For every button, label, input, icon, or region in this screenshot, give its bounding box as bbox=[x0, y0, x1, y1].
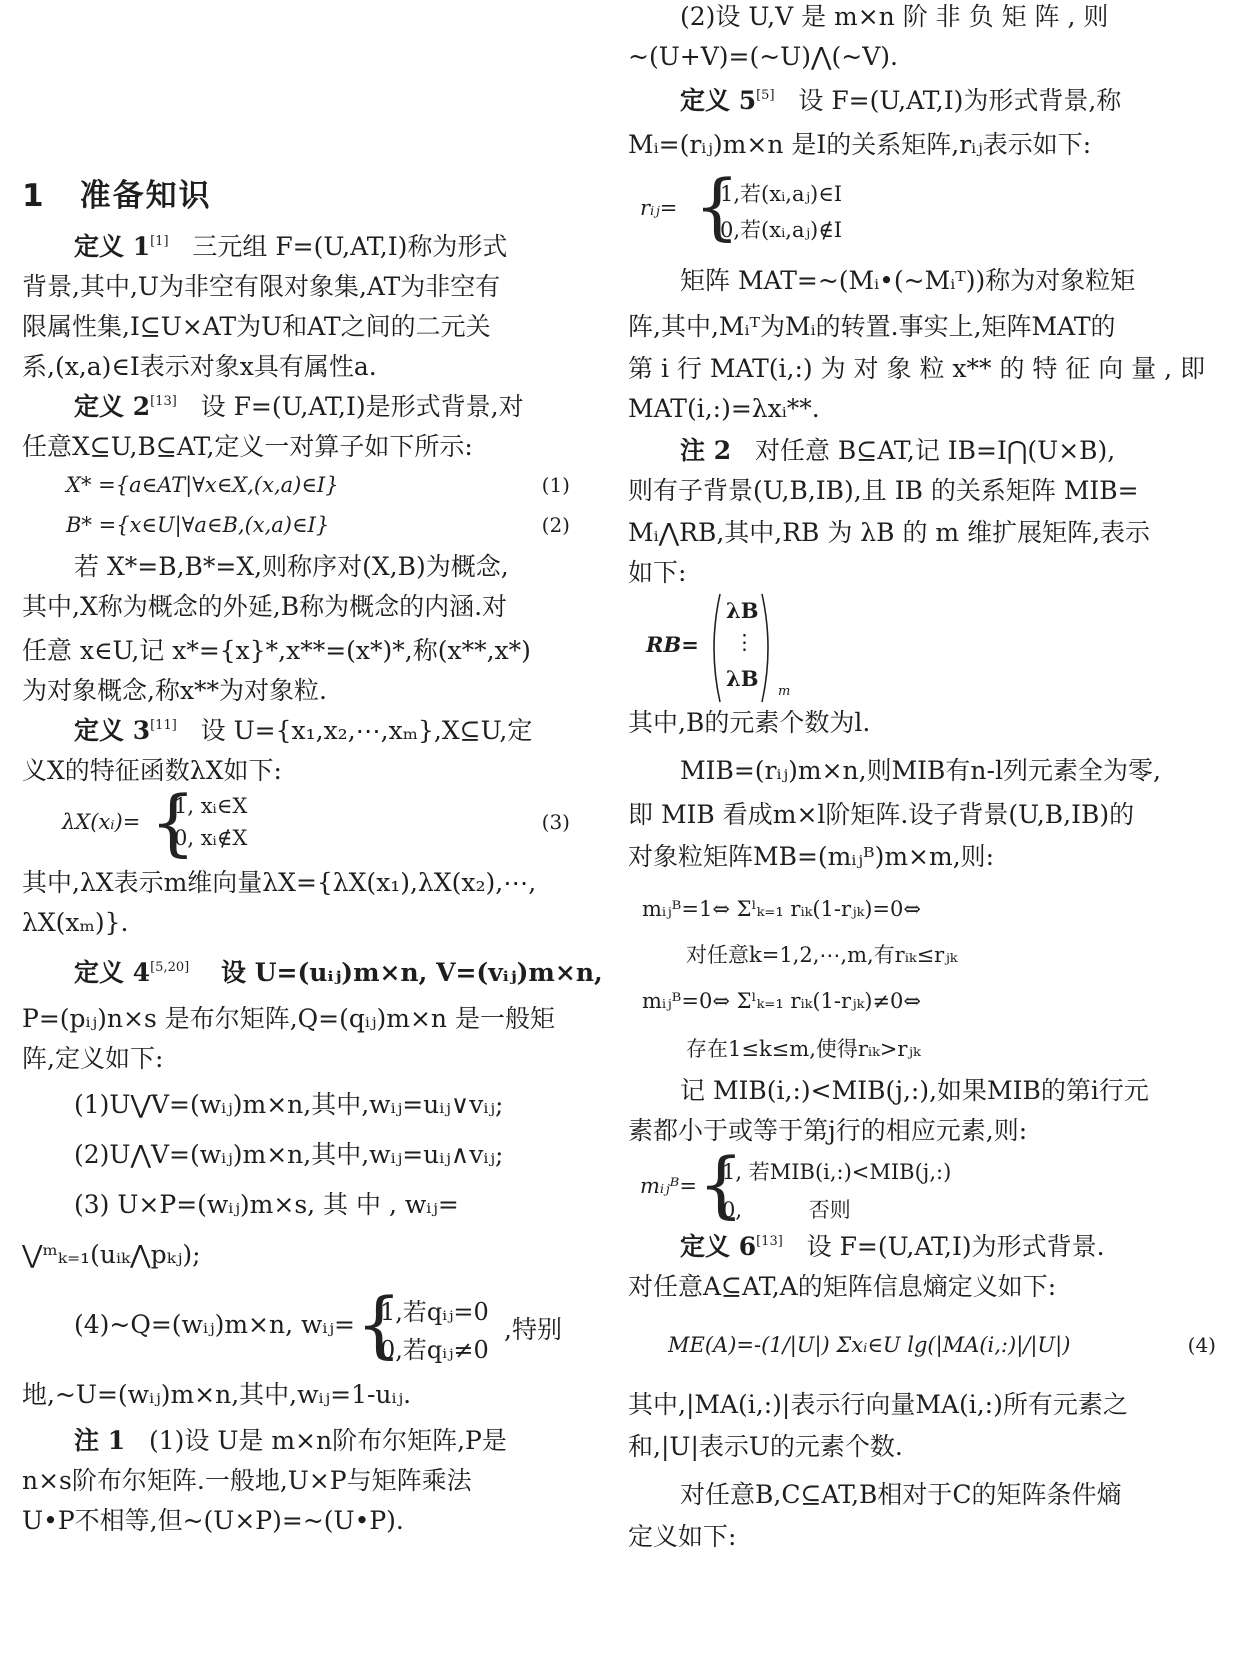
def5-ref: [5] bbox=[756, 88, 775, 103]
def4-text-1: 设 U=(uᵢⱼ)m×n, V=(vᵢⱼ)m×n, bbox=[221, 958, 603, 987]
compare-equation bbox=[640, 1142, 1176, 1226]
def6-label: 定义 6 bbox=[680, 1232, 757, 1261]
def2-label: 定义 2 bbox=[74, 392, 151, 421]
equation-4 bbox=[628, 1330, 1216, 1360]
mib-para-line-2: 即 MIB 看成m×l阶矩阵.设子背景(U,B,IB)的 bbox=[628, 800, 1135, 829]
def4-line-3: 阵,定义如下: bbox=[22, 1044, 164, 1073]
l-count-line: 其中,B的元素个数为l. bbox=[628, 708, 871, 737]
def2-line-1 bbox=[22, 392, 570, 422]
def2-line-2: 任意X⊆U,B⊆AT,定义一对算子如下所示: bbox=[22, 432, 473, 461]
def5-line-2: Mᵢ=(rᵢⱼ)m×n 是I的关系矩阵,rᵢⱼ表示如下: bbox=[628, 130, 1092, 159]
me-para-line-2: 和,|U|表示U的元素个数. bbox=[628, 1432, 903, 1461]
concept-line-4: 为对象概念,称x**为对象粒. bbox=[22, 676, 327, 705]
matrix-para-line-2: 阵,其中,Mᵢᵀ为Mᵢ的转置.事实上,矩阵MAT的 bbox=[628, 312, 1116, 341]
left-column bbox=[22, 0, 603, 1655]
right-column bbox=[628, 0, 1216, 1655]
compare-equation-lhs: mᵢⱼᴮ= bbox=[640, 1174, 698, 1198]
rb-right-paren bbox=[758, 592, 778, 704]
def1-line-4: 系,(x,a)∈I表示对象x具有属性a. bbox=[22, 352, 377, 381]
compare-equation-case-2: 0, 否则 bbox=[722, 1198, 851, 1222]
eq-m1-condition: 对任意k=1,2,⋯,m,有rᵢₖ≤rⱼₖ bbox=[686, 943, 958, 967]
def6-line-2: 对任意A⊆AT,A的矩阵信息熵定义如下: bbox=[628, 1272, 1057, 1301]
def5-equation-lhs: rᵢⱼ= bbox=[640, 196, 678, 220]
note2-line-2: 则有子背景(U,B,IB),且 IB 的关系矩阵 MIB= bbox=[628, 476, 1139, 505]
def4-item-3: (3) U×P=(wᵢⱼ)m×s, 其 中 , wᵢⱼ= bbox=[74, 1190, 459, 1219]
equation-2-text: B* ={x∈U|∀a∈B,(x,a)∈I} bbox=[66, 513, 330, 537]
equation-3 bbox=[62, 780, 570, 864]
equation-3-lhs: λX(xᵢ)= bbox=[62, 810, 141, 834]
rb-subscript: m bbox=[778, 684, 791, 699]
def4-line-1 bbox=[22, 958, 603, 988]
def3-label: 定义 3 bbox=[74, 716, 151, 745]
note2-line-3: Mᵢ⋀RB,其中,RB 为 λB 的 m 维扩展矩阵,表示 bbox=[628, 518, 1151, 547]
def5-label: 定义 5 bbox=[680, 86, 757, 115]
def5-equation bbox=[640, 164, 1176, 250]
def4-item-4 bbox=[74, 1282, 570, 1366]
equation-3-case-1: 1, xᵢ∈X bbox=[174, 794, 248, 818]
note1-text-1: (1)设 U是 m×n阶布尔矩阵,P是 bbox=[148, 1426, 507, 1455]
def1-ref: [1] bbox=[150, 234, 169, 249]
compare-para-line-1: 记 MIB(i,:)<MIB(j,:),如果MIB的第i行元 bbox=[680, 1076, 1149, 1105]
def4-item-4-case-1: 1,若qᵢⱼ=0 bbox=[380, 1298, 489, 1326]
def4-item-4-tail: ,特别 bbox=[504, 1315, 562, 1344]
note2-text-1: 对任意 B⊆AT,记 IB=I⋂(U×B), bbox=[754, 436, 1116, 465]
def1-line-3: 限属性集,I⊆U×AT为U和AT之间的二元关 bbox=[22, 312, 491, 341]
note2-label: 注 2 bbox=[680, 436, 732, 465]
def3-ref: [11] bbox=[150, 718, 177, 733]
rb-left-paren bbox=[704, 592, 724, 704]
def6-text-1: 设 F=(U,AT,I)为形式背景. bbox=[806, 1232, 1105, 1261]
compare-para-line-2: 素都小于或等于第j行的相应元素,则: bbox=[628, 1116, 1028, 1145]
eq-m0: mᵢⱼᴮ=0⇔ Σˡₖ₌₁ rᵢₖ(1-rⱼₖ)≠0⇔ bbox=[642, 989, 921, 1013]
def4-item-3b: ⋁ᵐₖ₌₁(uᵢₖ⋀pₖⱼ); bbox=[22, 1240, 201, 1269]
def1-text-1: 三元组 F=(U,AT,I)称为形式 bbox=[192, 232, 508, 261]
note1-label: 注 1 bbox=[74, 1426, 126, 1455]
note2-line-4: 如下: bbox=[628, 558, 687, 587]
matrix-para-line-1: 矩阵 MAT=~(Mᵢ•(~Mᵢᵀ))称为对象粒矩 bbox=[680, 266, 1136, 295]
section-heading bbox=[22, 170, 212, 215]
def2-ref: [13] bbox=[150, 394, 177, 409]
concept-line-1: 若 X*=B,B*=X,则称序对(X,B)为概念, bbox=[74, 552, 509, 581]
compare-equation-case-1: 1, 若MIB(i,:)<MIB(j,:) bbox=[722, 1160, 952, 1184]
def2-text-1: 设 F=(U,AT,I)是形式背景,对 bbox=[200, 392, 524, 421]
def3-line-2: 义X的特征函数λX如下: bbox=[22, 756, 282, 785]
note1-line-1 bbox=[22, 1426, 570, 1456]
equation-3-number: (3) bbox=[541, 810, 570, 834]
def3-line-1 bbox=[22, 716, 570, 746]
def4-item-2: (2)U⋀V=(wᵢⱼ)m×n,其中,wᵢⱼ=uᵢⱼ∧vᵢⱼ; bbox=[74, 1140, 504, 1169]
def1-line-2: 背景,其中,U为非空有限对象集,AT为非空有 bbox=[22, 272, 501, 301]
rb-matrix bbox=[646, 592, 846, 704]
def4-item-4-brace: { bbox=[356, 1282, 402, 1366]
concept-line-3: 任意 x∈U,记 x*={x}*,x**=(x*)*,称(x**,x*) bbox=[22, 636, 531, 665]
def5-text-1: 设 F=(U,AT,I)为形式背景,称 bbox=[798, 86, 1122, 115]
def5-equation-case-2: 0,若(xᵢ,aⱼ)∉I bbox=[720, 218, 843, 242]
equation-4-number: (4) bbox=[1187, 1333, 1216, 1357]
note1-line-4: (2)设 U,V 是 m×n 阶 非 负 矩 阵 , 则 bbox=[680, 2, 1109, 31]
def3-text-1: 设 U={x₁,x₂,⋯,xₘ},X⊆U,定 bbox=[200, 716, 533, 745]
equation-2-number: (2) bbox=[541, 513, 570, 537]
rb-matrix-lhs: RB= bbox=[646, 632, 699, 657]
cond-para-line-1: 对任意B,C⊆AT,B相对于C的矩阵条件熵 bbox=[680, 1480, 1122, 1509]
def6-ref: [13] bbox=[756, 1234, 783, 1249]
eq-m0-condition: 存在1≤k≤m,使得rᵢₖ>rⱼₖ bbox=[686, 1037, 921, 1061]
def6-line-1 bbox=[628, 1232, 1176, 1262]
matrix-para-line-3: 第 i 行 MAT(i,:) 为 对 象 粒 x** 的 特 征 向 量 , 即 bbox=[628, 354, 1206, 383]
mib-para-line-3: 对象粒矩阵MB=(mᵢⱼᴮ)m×m,则: bbox=[628, 842, 995, 871]
concept-line-2: 其中,X称为概念的外延,B称为概念的内涵.对 bbox=[22, 592, 508, 621]
compare-equation-brace: { bbox=[698, 1142, 744, 1226]
note1-line-5: ~(U+V)=(~U)⋀(~V). bbox=[628, 42, 898, 71]
def1-line-1 bbox=[22, 232, 570, 262]
def5-equation-brace: { bbox=[694, 164, 740, 248]
equation-1-number: (1) bbox=[541, 473, 570, 497]
lambda-line-2: λX(xₘ)}. bbox=[22, 908, 129, 937]
equation-1 bbox=[22, 470, 570, 500]
mib-para-line-1: MIB=(rᵢⱼ)m×n,则MIB有n-l列元素全为零, bbox=[680, 756, 1161, 785]
def4-item-4-case-2: 0,若qᵢⱼ≠0 bbox=[380, 1336, 489, 1364]
def4-item-1: (1)U⋁V=(wᵢⱼ)m×n,其中,wᵢⱼ=uᵢⱼ∨vᵢⱼ; bbox=[74, 1090, 504, 1119]
equation-4-text: ME(A)=-(1/|U|) Σxᵢ∈U lg(|MA(i,:)|/|U|) bbox=[668, 1333, 1071, 1357]
lambda-line-1: 其中,λX表示m维向量λX={λX(x₁),λX(x₂),⋯, bbox=[22, 868, 537, 897]
equation-3-case-2: 0, xᵢ∉X bbox=[174, 826, 248, 850]
eq-m1: mᵢⱼᴮ=1⇔ Σˡₖ₌₁ rᵢₖ(1-rⱼₖ)=0⇔ bbox=[642, 897, 921, 921]
cond-para-line-2: 定义如下: bbox=[628, 1522, 737, 1551]
equation-3-brace: { bbox=[150, 780, 196, 864]
equation-1-text: X* ={a∈AT|∀x∈X,(x,a)∈I} bbox=[66, 473, 339, 497]
def4-item-4-lhs: (4)~Q=(wᵢⱼ)m×n, wᵢⱼ= bbox=[74, 1310, 355, 1339]
section-title: 准备知识 bbox=[79, 178, 212, 214]
note1-line-2: n×s阶布尔矩阵.一般地,U×P与矩阵乘法 bbox=[22, 1466, 472, 1495]
def1-label: 定义 1 bbox=[74, 232, 151, 261]
def5-equation-case-1: 1,若(xᵢ,aⱼ)∈I bbox=[720, 182, 843, 206]
def4-ref: [5,20] bbox=[150, 960, 190, 975]
def4-label: 定义 4 bbox=[74, 958, 151, 987]
note1-line-3: U•P不相等,但~(U×P)=~(U•P). bbox=[22, 1506, 404, 1535]
section-number: 1 bbox=[22, 178, 46, 214]
note2-line-1 bbox=[628, 436, 1176, 466]
equation-2 bbox=[22, 510, 570, 540]
rb-row-3: λB bbox=[726, 666, 759, 691]
rb-row-2: ⋮ bbox=[734, 630, 755, 654]
def4-item-4-line-2: 地,~U=(wᵢⱼ)m×n,其中,wᵢⱼ=1-uᵢⱼ. bbox=[22, 1380, 412, 1409]
matrix-para-line-4: MAT(i,:)=λxᵢ**. bbox=[628, 394, 820, 423]
def4-line-2: P=(pᵢⱼ)n×s 是布尔矩阵,Q=(qᵢⱼ)m×n 是一般矩 bbox=[22, 1004, 555, 1033]
me-para-line-1: 其中,|MA(i,:)|表示行向量MA(i,:)所有元素之 bbox=[628, 1390, 1128, 1419]
def5-line-1 bbox=[628, 86, 1176, 116]
rb-row-1: λB bbox=[726, 598, 759, 623]
